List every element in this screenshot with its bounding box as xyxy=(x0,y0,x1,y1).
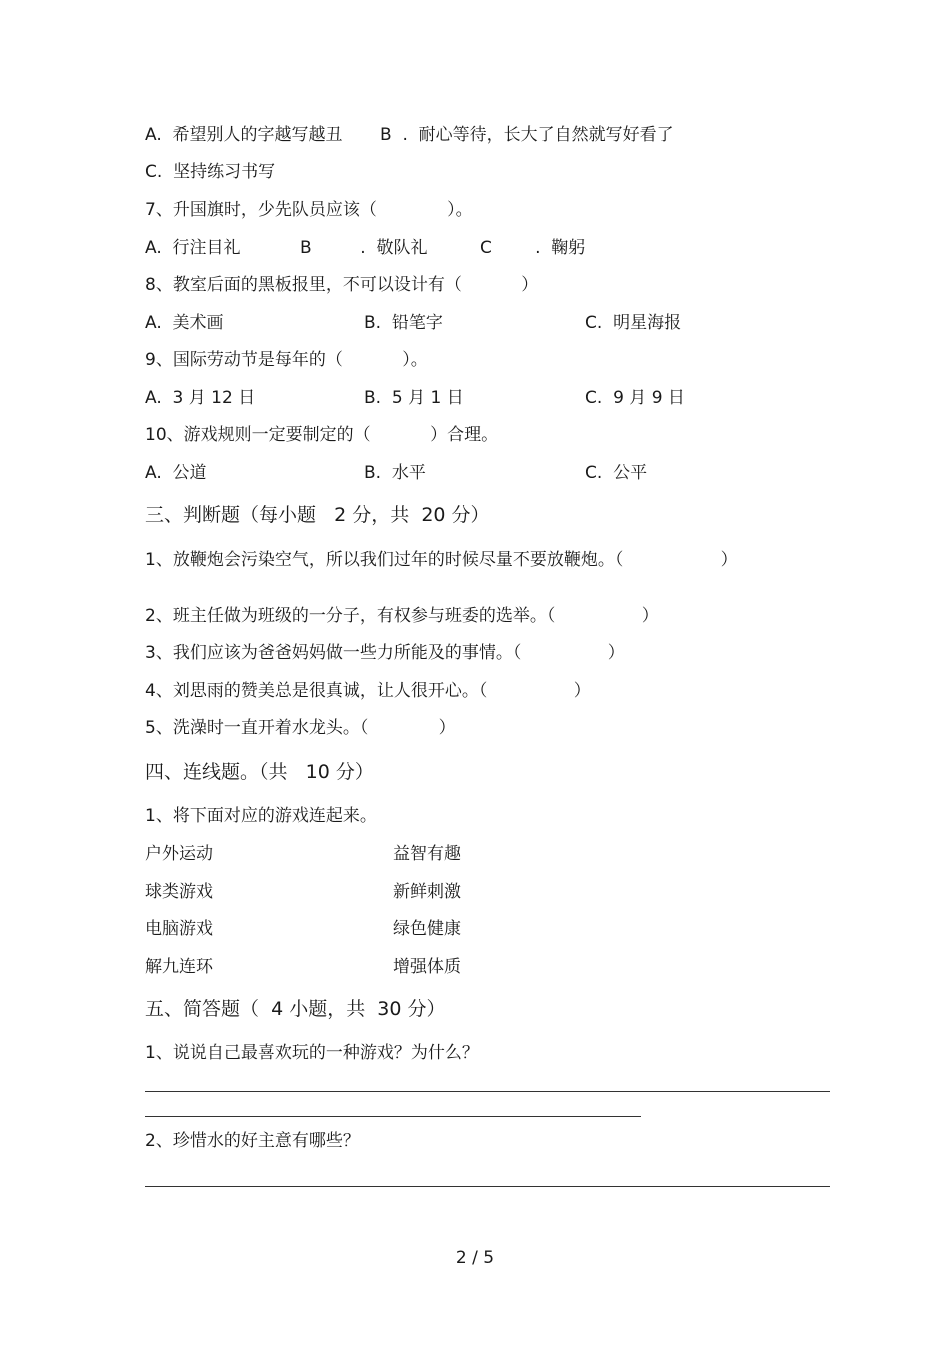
q9-stem: 9、国际劳动节是每年的（ ）。 xyxy=(145,350,428,370)
matching-right-item: 益智有趣 xyxy=(393,844,461,864)
tf-item-3: 3、我们应该为爸爸妈妈做一些力所能及的事情。（ ） xyxy=(145,643,625,663)
page-number: 2 / 5 xyxy=(455,1248,495,1268)
short-answer-q2: 2、珍惜水的好主意有哪些？ xyxy=(145,1131,360,1151)
tf-item-1: 1、放鞭炮会污染空气，所以我们过年的时候尽量不要放鞭炮。（ ） xyxy=(145,550,738,570)
q8-stem: 8、教室后面的黑板报里，不可以设计有（ ） xyxy=(145,275,539,295)
matching-left-item: 解九连环 xyxy=(145,957,213,977)
q6-option-b: B . 耐心等待，长大了自然就写好看了 xyxy=(380,125,674,145)
matching-right-item: 新鲜刺激 xyxy=(393,882,461,902)
matching-prompt: 1、将下面对应的游戏连起来。 xyxy=(145,806,377,826)
q9-option-b: B. 5 月 1 日 xyxy=(364,388,464,408)
answer-line xyxy=(145,1091,830,1092)
tf-item-5: 5、洗澡时一直开着水龙头。（ ） xyxy=(145,718,456,738)
matching-left-item: 电脑游戏 xyxy=(145,919,213,939)
q7-stem: 7、升国旗时，少先队员应该（ ）。 xyxy=(145,200,473,220)
q7-option-b: B . 敬队礼 xyxy=(300,238,428,258)
matching-right-item: 增强体质 xyxy=(393,957,461,977)
matching-right-item: 绿色健康 xyxy=(393,919,461,939)
q6-option-a: A. 希望别人的字越写越丑 xyxy=(145,125,343,145)
q10-option-c: C. 公平 xyxy=(585,463,648,483)
q8-option-b: B. 铅笔字 xyxy=(364,313,443,333)
section3-heading: 三、判断题（每小题 2 分，共 20 分） xyxy=(145,504,490,526)
q9-option-a: A. 3 月 12 日 xyxy=(145,388,256,408)
tf-item-4: 4、刘思雨的赞美总是很真诚，让人很开心。（ ） xyxy=(145,681,591,701)
section4-heading: 四、连线题。（共 10 分） xyxy=(145,761,374,783)
answer-line xyxy=(145,1116,641,1117)
matching-left-item: 球类游戏 xyxy=(145,882,213,902)
q9-option-c: C. 9 月 9 日 xyxy=(585,388,685,408)
q8-option-c: C. 明星海报 xyxy=(585,313,682,333)
q7-option-c: C . 鞠躬 xyxy=(480,238,586,258)
short-answer-q1: 1、说说自己最喜欢玩的一种游戏？为什么？ xyxy=(145,1043,479,1063)
answer-line xyxy=(145,1186,830,1187)
q7-option-a: A. 行注目礼 xyxy=(145,238,241,258)
q10-option-b: B. 水平 xyxy=(364,463,426,483)
matching-left-item: 户外运动 xyxy=(145,844,213,864)
q6-option-c: C. 坚持练习书写 xyxy=(145,162,276,182)
q10-stem: 10、游戏规则一定要制定的（ ）合理。 xyxy=(145,425,499,445)
section5-heading: 五、简答题（ 4 小题，共 30 分） xyxy=(145,998,446,1020)
q8-option-a: A. 美术画 xyxy=(145,313,224,333)
q10-option-a: A. 公道 xyxy=(145,463,207,483)
tf-item-2: 2、班主任做为班级的一分子，有权参与班委的选举。（ ） xyxy=(145,606,659,626)
